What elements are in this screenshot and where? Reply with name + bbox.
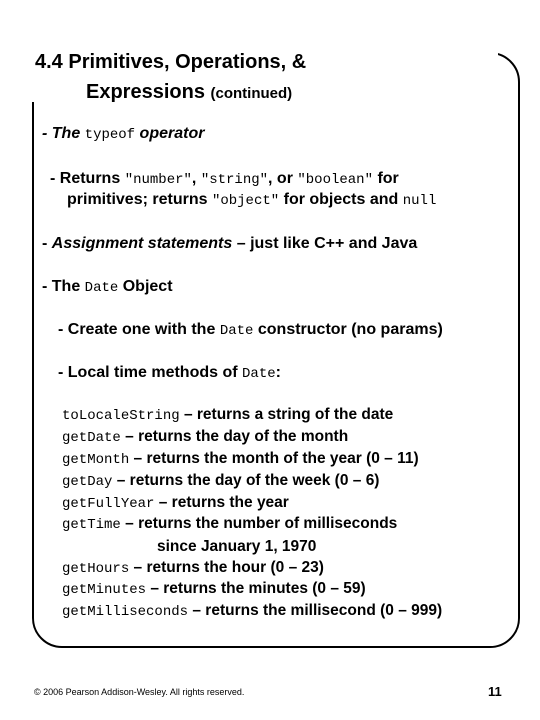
local-prefix: - Local time methods of	[58, 364, 238, 381]
page-number: 11	[488, 684, 502, 699]
method-description: since January 1, 1970	[157, 538, 317, 555]
method-name: Time	[87, 517, 121, 533]
method-prefix: get	[62, 604, 88, 620]
bullet-typeof	[42, 124, 204, 145]
method-description: – returns a string of the date	[183, 406, 394, 423]
returns-suffix: for	[377, 170, 399, 187]
bullet-returns-line1	[50, 169, 399, 190]
method-gettime-continuation	[157, 537, 316, 557]
method-prefix: get	[62, 582, 88, 598]
method-prefix: get	[62, 452, 88, 468]
slide-title-continued: (continued)	[210, 85, 293, 102]
bullet-date-object	[42, 277, 173, 298]
method-prefix: get	[62, 561, 88, 577]
bullet-assignment	[42, 234, 417, 254]
code-date-constructor: Date	[219, 323, 254, 339]
method-name: FullYear	[87, 496, 155, 512]
method-tolocalestring	[62, 405, 393, 426]
method-description: – returns the hour (0 – 23)	[133, 559, 324, 576]
method-name: Milliseconds	[87, 604, 189, 620]
method-description: – returns the month of the year (0 – 11)	[133, 450, 419, 467]
method-name: Month	[87, 452, 130, 468]
method-prefix: get	[62, 474, 88, 490]
slide-title-main: Expressions	[86, 81, 205, 103]
code-date: Date	[84, 280, 119, 296]
method-description: – returns the year	[158, 494, 289, 511]
method-name: Day	[87, 474, 113, 490]
returns-sep1: ,	[191, 170, 197, 187]
returns-prefix: - Returns	[50, 170, 121, 187]
method-description: – returns the day of the week (0 – 6)	[116, 472, 380, 489]
method-description: – returns the minutes (0 – 59)	[150, 580, 366, 597]
method-description: – returns the day of the month	[125, 428, 349, 445]
method-prefix: get	[62, 496, 88, 512]
method-getmilliseconds	[62, 601, 442, 622]
method-description: – returns the millisecond (0 – 999)	[192, 602, 443, 619]
returns-sep2: , or	[268, 170, 293, 187]
method-getday	[62, 471, 379, 492]
code-number: "number"	[124, 172, 192, 188]
bullet-returns-line2	[67, 190, 436, 211]
code-null: null	[402, 193, 437, 209]
create-suffix: constructor (no params)	[257, 321, 443, 338]
slide-title-line2	[86, 80, 292, 106]
method-gettime	[62, 514, 397, 535]
bullet-create	[58, 320, 443, 341]
footer-copyright: © 2006 Pearson Addison-Wesley. All rights reserved.	[34, 687, 245, 697]
method-getminutes	[62, 579, 366, 600]
bullet-local-methods	[58, 363, 281, 384]
code-typeof: typeof	[84, 127, 136, 143]
bullet-typeof-suffix: operator	[139, 125, 205, 142]
method-name: Minutes	[87, 582, 147, 598]
method-name: LocaleString	[78, 408, 180, 424]
code-boolean: "boolean"	[297, 172, 373, 188]
method-name: Date	[87, 430, 121, 446]
assignment-italic: Assignment statements	[51, 235, 233, 252]
method-name: Hours	[87, 561, 130, 577]
assignment-prefix: -	[42, 235, 52, 252]
bullet-typeof-prefix: - The	[42, 125, 81, 142]
method-gethours	[62, 558, 324, 579]
date-suffix: Object	[122, 278, 173, 295]
assignment-suffix: – just like C++ and Java	[236, 235, 418, 252]
method-getmonth	[62, 449, 419, 470]
code-string: "string"	[200, 172, 269, 188]
method-prefix: get	[62, 517, 88, 533]
method-prefix: get	[62, 430, 88, 446]
method-description: – returns the number of milliseconds	[125, 515, 398, 532]
returns-line2-prefix: primitives; returns	[67, 191, 208, 208]
method-prefix: to	[62, 408, 79, 424]
slide-title-line1: 4.4 Primitives, Operations, &	[35, 51, 307, 73]
method-getfullyear	[62, 493, 289, 514]
date-prefix: - The	[42, 278, 81, 295]
create-prefix: - Create one with the	[58, 321, 216, 338]
code-object: "object"	[211, 193, 280, 209]
code-date-local: Date	[242, 366, 276, 382]
returns-line2-mid: for objects and	[283, 191, 399, 208]
method-getdate	[62, 427, 348, 448]
local-suffix: :	[275, 364, 281, 381]
